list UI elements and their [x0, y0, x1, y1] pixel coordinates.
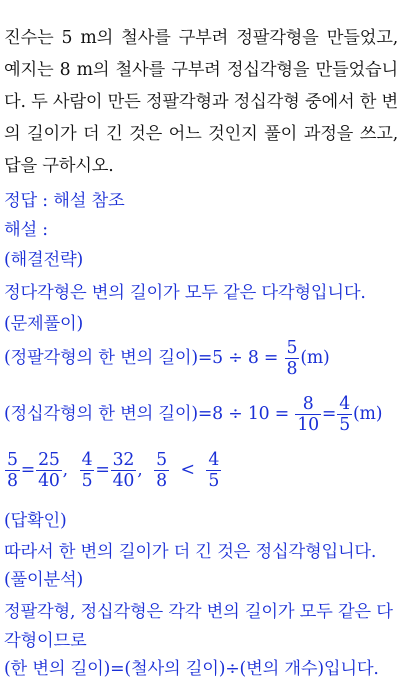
eq2-lhs: (정십각형의 한 변의 길이)	[4, 404, 198, 424]
check-text: 따라서 한 변의 길이가 더 긴 것은 정십각형입니다.	[4, 542, 377, 562]
cmp-num-3: 4	[81, 450, 93, 470]
check-header: (답확인)	[4, 511, 67, 531]
cmp-num-1: 5	[7, 450, 18, 470]
answer-line: 정답 : 해설 참조	[4, 191, 125, 211]
cmp-num-6: 4	[208, 450, 220, 470]
eq2-eqsign: =	[321, 404, 337, 424]
eq1-fraction	[285, 338, 300, 379]
cmp-den-4: 40	[112, 471, 135, 491]
eq1-expr: =5 ÷ 8 =	[197, 348, 279, 368]
cmp-num-2: 25	[38, 450, 60, 470]
cmp-frac-1	[5, 450, 20, 491]
cmp-eq-2: =	[95, 460, 110, 480]
cmp-den-6: 5	[208, 471, 220, 491]
analysis-line-1: 정팔각형, 정십각형은 각각 변의 길이가 모두 같은 다	[4, 602, 393, 622]
eq1-unit: (m)	[300, 348, 330, 368]
eq1-den: 8	[286, 359, 298, 379]
comparison-line	[4, 450, 398, 491]
eq2-den1: 10	[297, 415, 319, 435]
cmp-den-5: 8	[156, 471, 167, 491]
cmp-den-3: 5	[81, 471, 93, 491]
cmp-den-2: 40	[38, 471, 60, 491]
strategy-text: 정다각형은 변의 길이가 모두 같은 다각형입니다.	[4, 283, 366, 303]
cmp-den-1: 8	[7, 471, 18, 491]
cmp-eq-1: =	[20, 460, 36, 480]
analysis-line-2: 각형이므로	[4, 631, 87, 651]
solution-header: (문제풀이)	[4, 314, 84, 334]
eq2-expr: =8 ÷ 10 =	[197, 404, 290, 424]
eq1-lhs: (정팔각형의 한 변의 길이)	[4, 348, 198, 368]
analysis-line-3: (한 변의 길이)=(철사의 길이)÷(변의 개수)입니다.	[4, 659, 379, 679]
eq2-fraction-2	[337, 394, 352, 435]
analysis-header: (풀이분석)	[4, 570, 84, 590]
cmp-frac-6	[206, 450, 221, 491]
cmp-comma-1: ,	[62, 460, 68, 480]
eq2-fraction-1	[295, 394, 321, 435]
cmp-frac-4	[111, 450, 137, 491]
strategy-header: (해결전략)	[4, 250, 84, 270]
eq1-num: 5	[286, 338, 298, 358]
cmp-less-than: <	[180, 460, 195, 480]
cmp-comma-2: ,	[137, 460, 143, 480]
eq2-num2: 4	[339, 394, 350, 414]
cmp-frac-3	[80, 450, 95, 491]
equation-decagon	[4, 394, 398, 435]
explanation-label: 해설 :	[4, 220, 48, 240]
cmp-frac-5	[154, 450, 169, 491]
eq2-num1: 8	[295, 394, 321, 415]
cmp-frac-2	[36, 450, 62, 491]
eq2-den2: 5	[339, 415, 350, 435]
eq2-unit: (m)	[352, 404, 383, 424]
cmp-num-4: 32	[112, 450, 135, 470]
question-text: 진수는 5 m의 철사를 구부려 정팔각형을 만들었고, 예지는 8 m의 철사를 구부려 정십각형을 만들었습니다. 두 사람이 만든 정팔각형과 정십각형 중에서 한 변의 길이가 더 긴 것은 어느 것인지 풀이 과정을 쓰고, 답을 구하시오.	[4, 28, 399, 176]
equation-octagon	[4, 338, 398, 379]
cmp-num-5: 5	[156, 450, 167, 470]
